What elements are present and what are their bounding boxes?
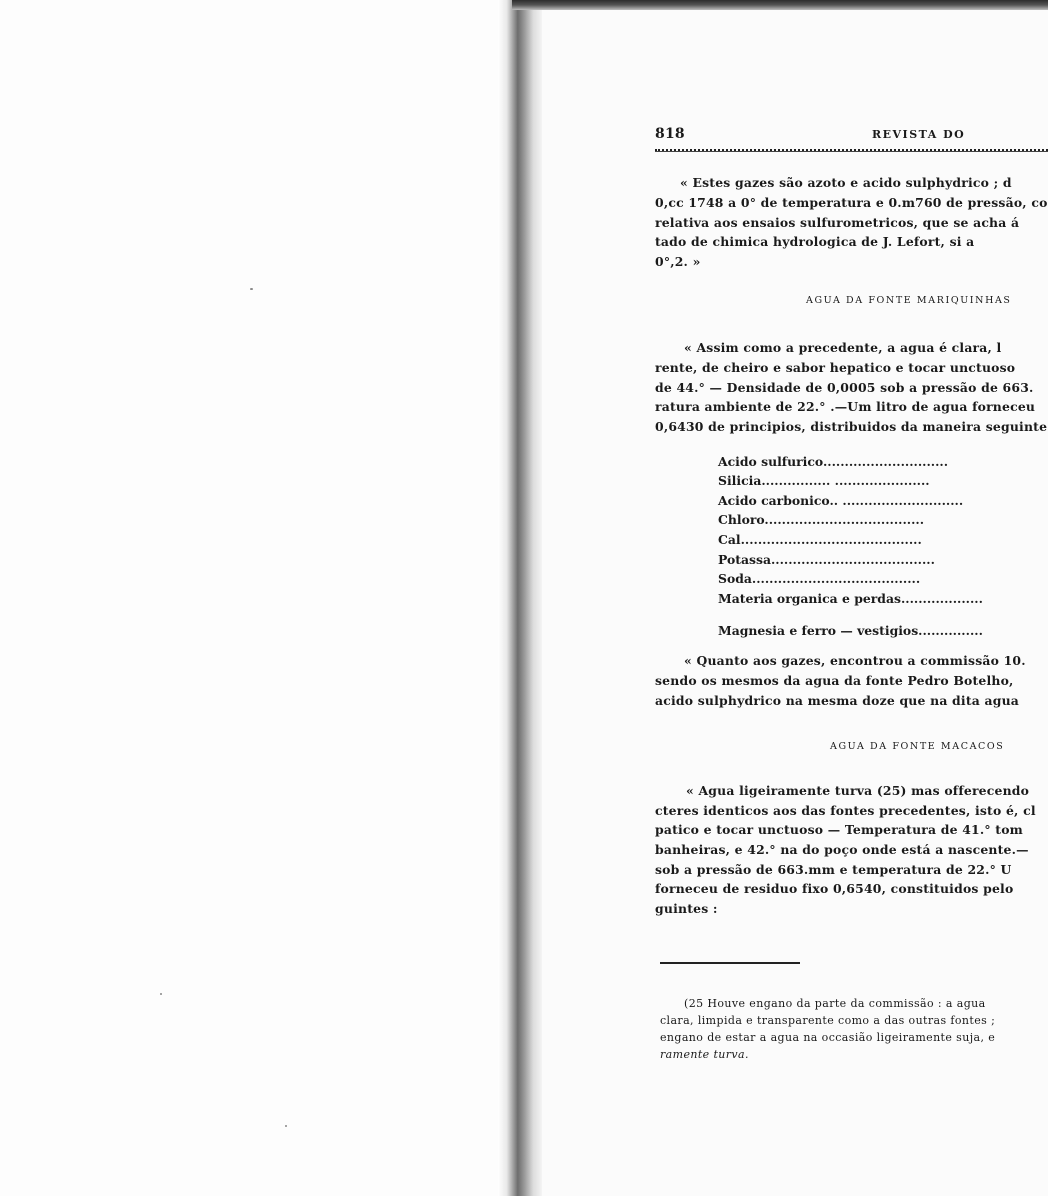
text-line: « Agua ligeiramente turva (25) mas offerecendo bbox=[686, 783, 1030, 798]
scan-speck bbox=[160, 993, 162, 995]
text-line: 0,6430 de principios, distribuidos da maneira seguinte bbox=[655, 419, 1048, 434]
text-line: banheiras, e 42.° na do poço onde está a nascente.— bbox=[655, 842, 1029, 857]
book-gutter bbox=[498, 0, 542, 1196]
footnote-line: ramente turva. bbox=[660, 1048, 749, 1061]
text-line: « Quanto aos gazes, encontrou a commissão 10. bbox=[684, 653, 1026, 668]
page-top-shadow bbox=[512, 0, 1048, 10]
running-title: REVISTA DO bbox=[872, 128, 966, 141]
composition-row: Potassa...................................... bbox=[718, 552, 935, 567]
text-line: « Estes gazes são azoto e acido sulphydrico ; d bbox=[680, 175, 1012, 190]
composition-row: Soda....................................... bbox=[718, 571, 921, 586]
scan-speck bbox=[250, 288, 253, 290]
text-line: ratura ambiente de 22.° .—Um litro de agua forneceu bbox=[655, 399, 1036, 414]
composition-row: Acido sulfurico............................. bbox=[718, 454, 949, 469]
footnote-line: engano de estar a agua na occasião ligeiramente suja, e bbox=[660, 1031, 996, 1044]
section-title: AGUA DA FONTE MACACOS bbox=[830, 741, 1005, 752]
text-line: 0°,2. » bbox=[655, 254, 701, 269]
text-line: patico e tocar unctuoso — Temperatura de 41.° tom bbox=[655, 822, 1023, 837]
blank-left-page bbox=[0, 0, 498, 1196]
footnote-line: clara, limpida e transparente como a das outras fontes ; bbox=[660, 1014, 996, 1027]
text-line: sendo os mesmos da agua da fonte Pedro Botelho, bbox=[655, 673, 1014, 688]
page-number: 818 bbox=[655, 126, 685, 142]
text-line: « Assim como a precedente, a agua é clara, l bbox=[684, 340, 1002, 355]
composition-row: Cal.......................................... bbox=[718, 532, 922, 547]
scan-speck bbox=[285, 1125, 287, 1127]
text-line: tado de chimica hydrologica de J. Lefort, si a bbox=[655, 234, 975, 249]
composition-row: Magnesia e ferro — vestigios............... bbox=[718, 623, 983, 638]
section-title: AGUA DA FONTE MARIQUINHAS bbox=[806, 295, 1012, 306]
footnote-rule bbox=[660, 962, 800, 964]
footnote-line: (25 Houve engano da parte da commissão : a agua bbox=[684, 997, 986, 1010]
text-line: de 44.° — Densidade de 0,0005 sob a pressão de 663. bbox=[655, 380, 1034, 395]
text-line: 0,cc 1748 a 0° de temperatura e 0.m760 de pressão, co bbox=[655, 195, 1048, 210]
text-line: acido sulphydrico na mesma doze que na dita agua bbox=[655, 693, 1020, 708]
text-line: cteres identicos aos das fontes precedentes, isto é, cl bbox=[655, 803, 1036, 818]
text-line: relativa aos ensaios sulfurometricos, que se acha á bbox=[655, 215, 1020, 230]
composition-row: Silicia................ ...................... bbox=[718, 473, 930, 488]
composition-row: Chloro..................................... bbox=[718, 512, 925, 527]
text-line: sob a pressão de 663.mm e temperatura de 22.° U bbox=[655, 862, 1012, 877]
text-line: rente, de cheiro e sabor hepatico e tocar unctuoso bbox=[655, 360, 1016, 375]
composition-row: Acido carbonico.. ............................ bbox=[718, 493, 964, 508]
composition-row: Materia organica e perdas................... bbox=[718, 591, 983, 606]
header-rule-solid bbox=[655, 151, 1048, 152]
text-line: forneceu de residuo fixo 0,6540, constituidos pelo bbox=[655, 881, 1014, 896]
text-line: guintes : bbox=[655, 901, 718, 916]
